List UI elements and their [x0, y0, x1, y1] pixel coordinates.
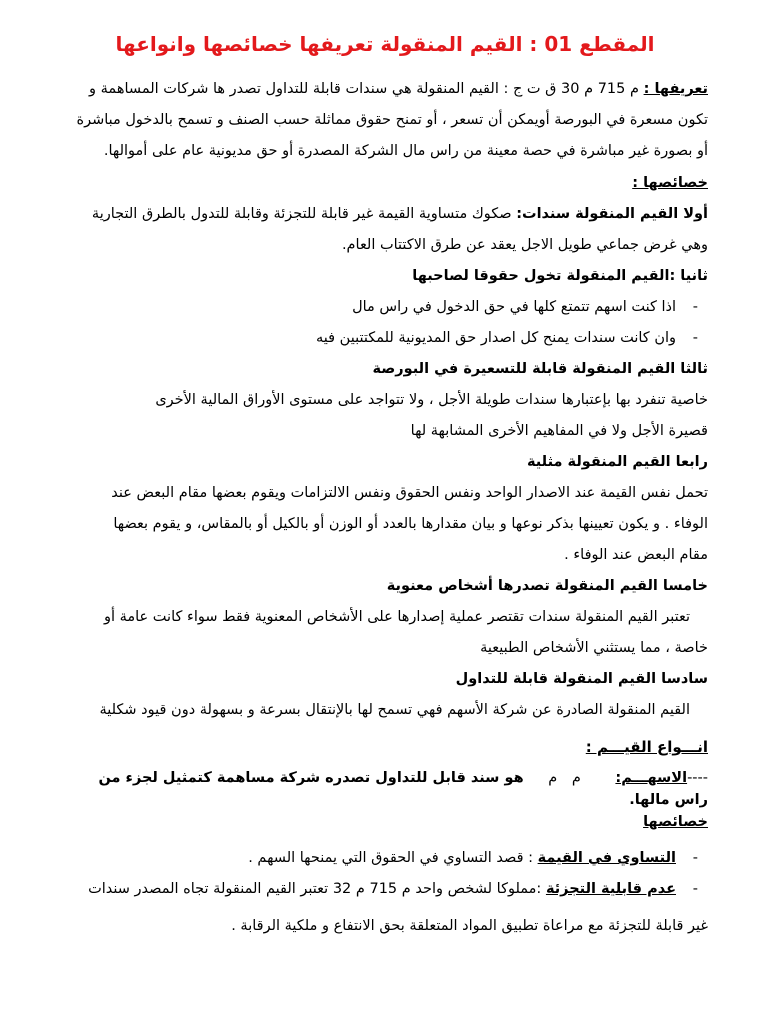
definition-line2: تكون مسعرة في البورصة أويمكن أن تسعر ، أو تمنح حقوق مماثلة حسب الصنف و تسمح بالدخول مباشرة [76, 112, 708, 128]
fifth-heading: خامسا القيم المنقولة تصدرها أشخاص معنوية [386, 578, 708, 594]
first-characteristic [62, 199, 708, 230]
fourth-line3: مقام البعض عند الوفاء . [564, 547, 708, 563]
list-item: - وان كانت سندات يمنح كل اصدار حق المديونية للمكتتبين فيه [62, 323, 708, 354]
item-text: :مملوكا لشخص واحد م 715 م 32 تعتبر القيم المنقولة تجاه المصدر سندات [88, 881, 546, 897]
stocks-label: الاسهـــم: [615, 770, 688, 786]
second-heading: ثانيا :القيم المنقولة تخول حقوقا لصاحبها [412, 268, 708, 284]
fifth-line1: تعتبر القيم المنقولة سندات تقتصر عملية إصدارها على الأشخاص المعنوية فقط سواء كانت عامة أو [103, 609, 690, 625]
stocks-m2: م [548, 770, 558, 786]
sixth-heading: سادسا القيم المنقولة قابلة للتداول [455, 671, 708, 687]
definition-label: تعريفها : [643, 81, 708, 97]
item-label: عدم قابلية التجزئة [545, 881, 676, 897]
third-heading: ثالثا القيم المنقولة قابلة للتسعيرة في البورصة [372, 361, 708, 377]
list-item: - اذا كنت اسهم تتمتع كلها في حق الدخول في راس مال [62, 292, 708, 323]
definition-line3: أو بصورة غير مباشرة في حصة معينة من راس مال الشركة المصدرة أو حق مديونية عام على أموالها. [103, 143, 708, 159]
stocks-prefix: ---- [687, 770, 708, 786]
stocks-subheading: خصائصها [643, 814, 708, 830]
list-item [62, 843, 708, 874]
stocks-m1: م [571, 770, 581, 786]
definition-paragraph [62, 74, 708, 105]
types-heading: انـــواع القيـــم : [585, 738, 708, 756]
item-label: التساوي في القيمة [537, 850, 676, 866]
second-list [62, 292, 708, 354]
third-line2: قصيرة الأجل ولا في المفاهيم الأخرى المشابهة لها [410, 423, 708, 439]
fifth-line2: خاصة ، مما يستثني الأشخاص الطبيعية [480, 640, 708, 656]
fourth-line2: الوفاء . و يكون تعيينها بذكر نوعها و بيان مقدارها بالعدد أو الوزن أو بالكيل أو بالمقاس، و يقوم بعضها [113, 516, 708, 532]
first-label: أولا القيم المنقولة سندات: [516, 206, 708, 222]
sixth-line1: القيم المنقولة الصادرة عن شركة الأسهم فهي تسمح لها بالإنتقال بسرعة و بسهولة دون قيود شكلية [99, 702, 690, 718]
stocks-last-line: غير قابلة للتجزئة مع مراعاة تطبيق المواد المتعلقة بحق الانتفاع و ملكية الرقابة . [231, 918, 708, 934]
stocks-characteristics-list [62, 843, 708, 905]
stocks-definition [62, 767, 708, 811]
fourth-line1: تحمل نفس القيمة عند الاصدار الواحد ونفس الحقوق ونفس الالتزامات ويقوم بعضها مقام البعض عند [111, 485, 708, 501]
third-line1: خاصية تنفرد بها بإعتبارها سندات طويلة الأجل ، ولا تتواجد على مستوى الأوراق المالية الأخرى [155, 392, 708, 408]
fourth-heading: رابعا القيم المنقولة مثلية [526, 454, 708, 470]
page-title: المقطع 01 : القيم المنقولة تعريفها خصائصها وانواعها [115, 32, 655, 56]
definition-line1: م 715 م 30 ق ت ج : القيم المنقولة هي سندات قابلة للتداول تصدر ها شركات المساهمة و [89, 81, 644, 97]
stocks-text: هو سند قابل للتداول تصدره شركة مساهمة كتمثيل لجزء من راس مالها. [98, 770, 708, 808]
item-text: : قصد التساوي في الحقوق التي يمنحها السهم . [248, 850, 538, 866]
list-item [62, 874, 708, 905]
characteristics-heading: خصائصها : [632, 175, 708, 191]
first-line2: وهي غرض جماعي طويل الاجل يعقد عن طرق الاكتتاب العام. [341, 237, 708, 253]
first-text: صكوك متساوية القيمة غير قابلة للتجزئة وقابلة للتدول بالطرق التجارية [91, 206, 517, 222]
